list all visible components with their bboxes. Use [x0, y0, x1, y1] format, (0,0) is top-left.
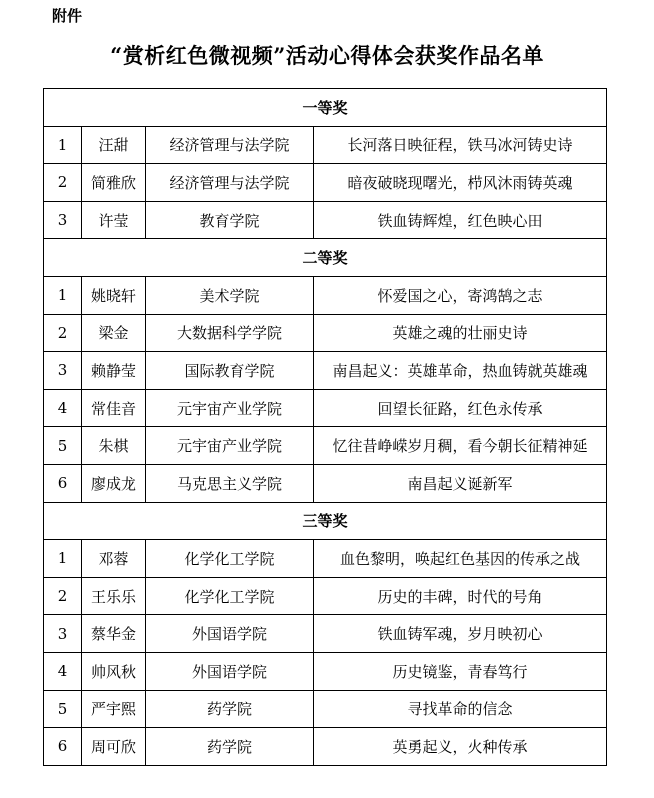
work-title-cell: 忆往昔峥嵘岁月稠，看今朝长征精神延 [314, 427, 607, 465]
rank-number-cell: 4 [44, 389, 82, 427]
college-cell: 元宇宙产业学院 [146, 389, 314, 427]
winner-name-cell: 帅风秋 [82, 652, 146, 690]
attachment-label: 附件 [52, 7, 83, 25]
college-cell: 化学化工学院 [146, 577, 314, 615]
work-title-cell: 南昌起义诞新军 [314, 464, 607, 502]
section-header-row [44, 89, 607, 127]
winner-name-cell: 简雅欣 [82, 164, 146, 202]
table-row [44, 652, 607, 690]
table-row [44, 352, 607, 390]
college-cell: 经济管理与法学院 [146, 126, 314, 164]
table-row [44, 276, 607, 314]
work-title-cell: 血色黎明，唤起红色基因的传承之战 [314, 540, 607, 578]
rank-number-cell: 3 [44, 352, 82, 390]
winner-name-cell: 朱棋 [82, 427, 146, 465]
college-cell: 药学院 [146, 728, 314, 766]
work-title-cell: 南昌起义：英雄革命，热血铸就英雄魂 [314, 352, 607, 390]
winner-name-cell: 王乐乐 [82, 577, 146, 615]
college-cell: 国际教育学院 [146, 352, 314, 390]
winner-name-cell: 姚晓轩 [82, 276, 146, 314]
table-row [44, 540, 607, 578]
winner-name-cell: 许莹 [82, 201, 146, 239]
section-title: 一等奖 [44, 89, 607, 127]
table-row [44, 126, 607, 164]
winner-name-cell: 邓蓉 [82, 540, 146, 578]
college-cell: 药学院 [146, 690, 314, 728]
rank-number-cell: 4 [44, 652, 82, 690]
rank-number-cell: 5 [44, 427, 82, 465]
table-row [44, 389, 607, 427]
college-cell: 外国语学院 [146, 615, 314, 653]
table-row [44, 464, 607, 502]
winner-name-cell: 严宇熙 [82, 690, 146, 728]
rank-number-cell: 1 [44, 126, 82, 164]
winner-name-cell: 周可欣 [82, 728, 146, 766]
table-row [44, 314, 607, 352]
rank-number-cell: 2 [44, 314, 82, 352]
work-title-cell: 历史的丰碑，时代的号角 [314, 577, 607, 615]
college-cell: 外国语学院 [146, 652, 314, 690]
rank-number-cell: 2 [44, 577, 82, 615]
college-cell: 大数据科学学院 [146, 314, 314, 352]
rank-number-cell: 6 [44, 464, 82, 502]
winner-name-cell: 赖静莹 [82, 352, 146, 390]
work-title-cell: 长河落日映征程，铁马冰河铸史诗 [314, 126, 607, 164]
rank-number-cell: 1 [44, 540, 82, 578]
table-row [44, 728, 607, 766]
work-title-cell: 怀爱国之心，寄鸿鹄之志 [314, 276, 607, 314]
college-cell: 美术学院 [146, 276, 314, 314]
winner-name-cell: 梁金 [82, 314, 146, 352]
rank-number-cell: 6 [44, 728, 82, 766]
rank-number-cell: 1 [44, 276, 82, 314]
work-title-cell: 寻找革命的信念 [314, 690, 607, 728]
section-header-row [44, 502, 607, 540]
table-row [44, 615, 607, 653]
rank-number-cell: 3 [44, 615, 82, 653]
college-cell: 马克思主义学院 [146, 464, 314, 502]
awards-table [43, 88, 607, 766]
work-title-cell: 英勇起义，火种传承 [314, 728, 607, 766]
awards-table-body [44, 89, 607, 766]
rank-number-cell: 5 [44, 690, 82, 728]
work-title-cell: 回望长征路，红色永传承 [314, 389, 607, 427]
table-row [44, 427, 607, 465]
college-cell: 化学化工学院 [146, 540, 314, 578]
table-row [44, 201, 607, 239]
winner-name-cell: 廖成龙 [82, 464, 146, 502]
table-row [44, 690, 607, 728]
table-row [44, 577, 607, 615]
work-title-cell: 历史镜鉴，青春笃行 [314, 652, 607, 690]
college-cell: 教育学院 [146, 201, 314, 239]
work-title-cell: 铁血铸军魂，岁月映初心 [314, 615, 607, 653]
document-title: “赏析红色微视频”活动心得体会获奖作品名单 [110, 43, 544, 68]
table-row [44, 164, 607, 202]
section-header-row [44, 239, 607, 277]
work-title-cell: 暗夜破晓现曙光，栉风沐雨铸英魂 [314, 164, 607, 202]
section-title: 三等奖 [44, 502, 607, 540]
rank-number-cell: 2 [44, 164, 82, 202]
work-title-cell: 英雄之魂的壮丽史诗 [314, 314, 607, 352]
winner-name-cell: 汪甜 [82, 126, 146, 164]
rank-number-cell: 3 [44, 201, 82, 239]
winner-name-cell: 常佳音 [82, 389, 146, 427]
college-cell: 经济管理与法学院 [146, 164, 314, 202]
work-title-cell: 铁血铸辉煌，红色映心田 [314, 201, 607, 239]
winner-name-cell: 蔡华金 [82, 615, 146, 653]
section-title: 二等奖 [44, 239, 607, 277]
college-cell: 元宇宙产业学院 [146, 427, 314, 465]
